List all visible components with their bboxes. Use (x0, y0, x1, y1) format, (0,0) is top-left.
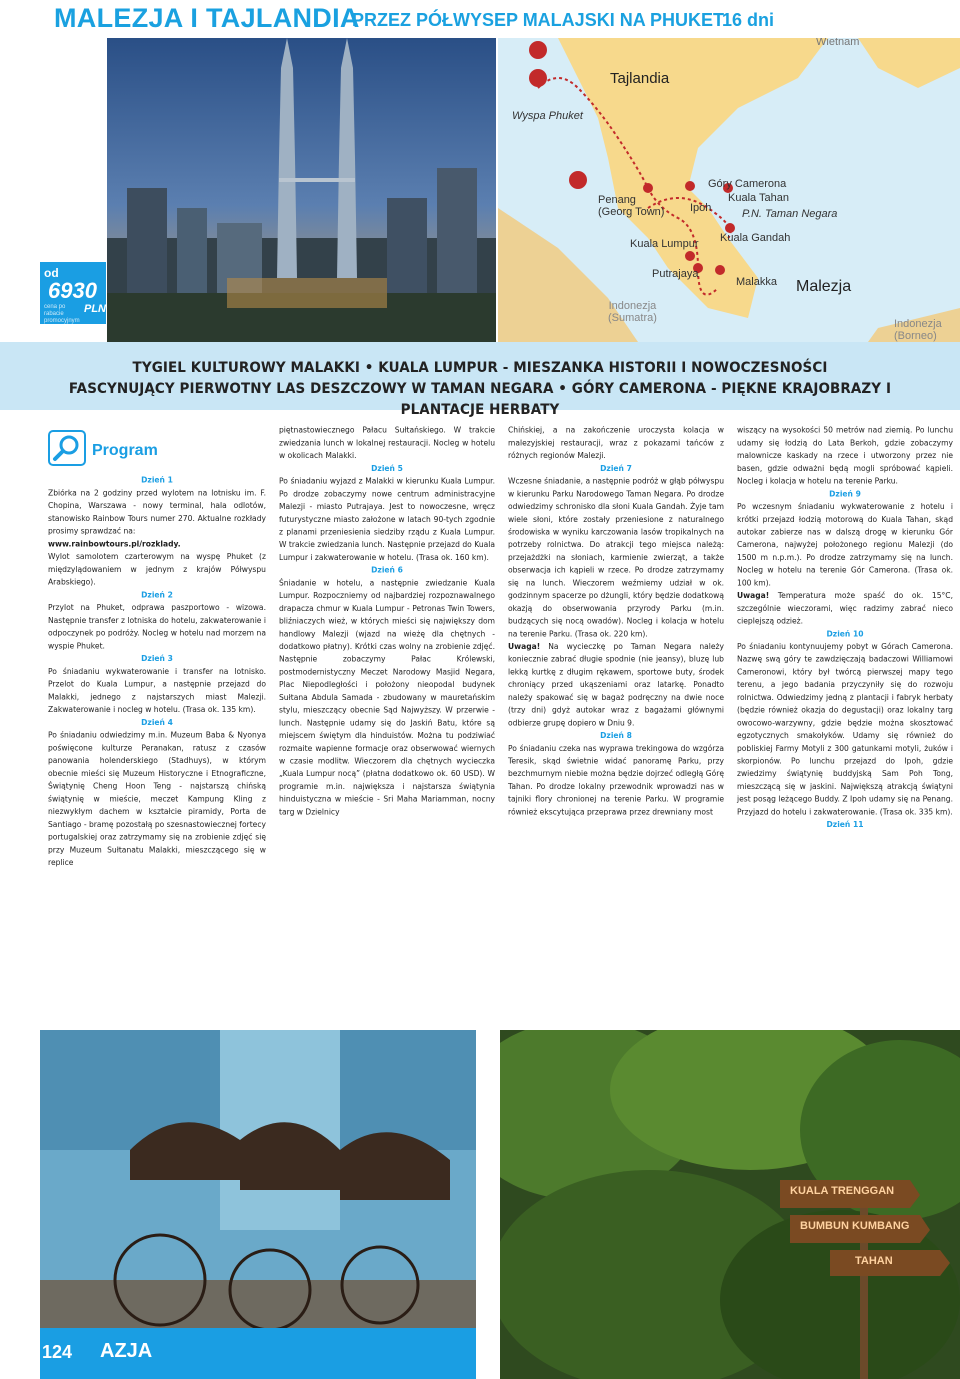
map-label-malakka: Malakka (736, 276, 777, 288)
page-number: 124 (42, 1342, 73, 1362)
program-paragraph (48, 550, 266, 588)
paragraph-text: Wczesne śniadanie, a następnie podróż w głąb półwyspu w kierunku Parku Narodowego Taman Negara. Po drodze odwiedzimy schronisko dla słoni Kuala Gandah. Żyje tam wiele słoni, które zostały przeniesione z naturalnego środowiska w wyniku karczowania lasów tropikalnych na potrzeby rolnictwa. Do atrakcji tego miejsca należą: przejażdżki na słoniach, karmienie zwierząt, a także obserwacja ich kąpieli w rzece. Po drodze zatrzymamy się na lunch. Wieczorem weźmiemy udział w ok. godzinnym spacerze po dżungli, który będzie dodatkową okazją do obserwowania przyrody Parku (m.in. budzących się nocą owadów). Nocleg i kolacja w hotelu na terenie Parku. (Trasa ok. 220 km). (508, 476, 724, 639)
price-amount: 6930 (48, 278, 97, 303)
paragraph-text: Zbiórka na 2 godziny przed wylotem na lotnisku im. F. Chopina, Warszawa - nowy terminal, hala odlotów, stanowisko Rainbow Tours numer 270. Aktualne rozkłady prosimy sprawdzać na: (48, 488, 266, 536)
program-paragraph (508, 742, 724, 818)
paragraph-text: wiszący na wysokości 50 metrów nad ziemią. Po lunchu udamy się łodzią do Lata Berkoh, gdzie zobaczymy malownicze kaskady na rzece i utworzony przez nie basen, gdzie odważni będą mogli spróbować kąpieli. Nocleg i kolacja w hotelu na terenie Parku. (737, 426, 953, 486)
price-prefix: od (44, 266, 59, 280)
highlights-line-2: FASCYNUJĄCY PIERWOTNY LAS DESZCZOWY W TAMAN NEGARA • GÓRY CAMERONA - PIĘKNE KRAJOBRAZY I PLANTACJE HERBATY (68, 381, 892, 418)
program-heading: Program (92, 442, 158, 459)
sign-tahan: TAHAN (855, 1255, 893, 1267)
paragraph-text: Śniadanie w hotelu, a następnie zwiedzanie Kuala Lumpur. Rozpoczniemy od najbardziej rozpoznawalnego drapacza chmur w Kuala Lumpur - Petronas Twin Towers, bliźniaczych wież, w których mieści się największy dom handlowy Malezji (wjazd na wieżę dla chętnych - dodatkowo płatny). Krótki czas wolny na zrobienie zdjęć. Następnie zobaczymy Pałac Królewski, postmodernistyczny Meczet Narodowy Masjid Negara, Plac Niepodległości i położony nieopodal budynek Sułtana Abdula Samada - zbudowany w mauretańskim stylu, mieszczący obecnie Sąd Najwyższy. W przerwie - lunch. Następnie udamy się do Jaskiń Batu, które są miejscem świętym dla hinduistów. Można tu podziwiać rozmaite wapienne formacje oraz obserwować wiernych w czasie modlitw. Wieczorem dla chętnych wycieczka „Kuala Lumpur nocą” (płatna dodatkowo ok. 60 USD). W programie m.in. największa i najstarsza świątynia hinduistyczna w mieście - Sri Maha Mariamman, nocny targ w Dzielnicy (279, 578, 495, 817)
day-heading: Dzień 7 (600, 464, 632, 473)
program-paragraph (737, 589, 953, 627)
map-label-sumatra: Indonezja (Sumatra) (608, 300, 657, 324)
paragraph-text: Wylot samolotem czarterowym na wyspę Phuket (z międzylądowaniem w jednym z krajów Półwyspu Arabskiego). (48, 552, 266, 587)
day-heading: Dzień 4 (141, 718, 173, 727)
map-label-kuala-gandah: Kuala Gandah (720, 232, 791, 244)
paragraph-text: piętnastowiecznego Pałacu Sułtańskiego. W trakcie zwiedzania lunch w lokalnej restauracji. Nocleg w hotelu w okolicach Malakki. (279, 426, 495, 461)
program-column-3 (508, 424, 724, 818)
day-heading: Dzień 5 (371, 464, 403, 473)
map-label-putrajaya: Putrajaya (652, 268, 699, 280)
program-paragraph (737, 424, 953, 488)
program-paragraph (508, 640, 724, 729)
paragraph-text: Po śniadaniu odwiedzimy m.in. Muzeum Baba & Nyonya poświęcone kulturze Peranakan, ratusz z czasów panowania holenderskiego (Stadhuys), w którym obecnie mieści się Muzeum Historyczne i Etnograficzne, Świątynię Cheng Hoon Teng - najstarszą chińską świątynię w mieście, meczet Kampung Kling z niezwykłym dachem w kształcie piramidy, Porta de Santiago - bramę pozostałą po szesnastowiecznej fortecy portugalskiej oraz zatrzymamy się na zrobienie zdjęć się przy Muzeum Sułtanatu Malakki, mieszczącego się w replice (48, 730, 267, 868)
petronas-towers-photo (107, 38, 496, 342)
map-label-borneo: Indonezja (Borneo) (894, 318, 942, 342)
paragraph-text: Przylot na Phuket, odprawa paszportowo - wizowa. Następnie transfer z lotniska do hotelu, zakwaterowanie i odpoczynek po podróży. Nocleg w hotelu nad morzem na wyspie Phuket. (48, 603, 266, 651)
map-label-ipoh: Ipoh (690, 202, 712, 214)
footer-margin (0, 1328, 40, 1379)
map-label-kuala-tahan: Kuala Tahan (728, 192, 789, 204)
page-title: MALEZJA I TAJLANDIA (54, 3, 360, 33)
map-label-wietnam: Wietnam (816, 38, 860, 48)
rickshaw-photo (40, 1030, 476, 1379)
map-label-penang: Penang (Georg Town) (598, 194, 665, 218)
program-paragraph (508, 475, 724, 640)
program-column-1 (48, 474, 266, 869)
map-label-malezja: Malezja (796, 278, 852, 295)
day-heading: Dzień 10 (826, 629, 864, 639)
program-paragraph (48, 729, 266, 869)
program-paragraph (48, 487, 266, 538)
day-heading: Dzień 3 (141, 654, 173, 664)
map-label-kuala-lumpur: Kuala Lumpur (630, 238, 699, 250)
map-label-phuket: Wyspa Phuket (512, 110, 583, 122)
rainbow-link[interactable]: www.rainbowtours.pl/rozklady. (48, 539, 181, 549)
paragraph-text: Po śniadaniu wykwaterowanie i transfer na lotnisko. Przelot do Kuala Lumpur, a następnie przejazd do Malakki, jednego z najstarszych miast Malezji. Zakwaterowanie i nocleg w hotelu. (Trasa ok. 135 km). (48, 667, 266, 715)
route-map (498, 38, 960, 342)
magnifier-icon (48, 430, 86, 466)
day-heading: Dzień 9 (829, 489, 861, 499)
day-heading: Dzień 11 (826, 820, 864, 830)
page-subtitle: PRZEZ PÓŁWYSEP MALAJSKI NA PHUKET (352, 10, 725, 30)
price-note: cena po rabacie promocyjnym (44, 304, 80, 324)
warning-label: Uwaga! (737, 591, 770, 601)
paragraph-text: Po śniadaniu wyjazd z Malakki w kierunku Kuala Lumpur. Po drodze zobaczymy nowe centrum administracyjne Malezji - miasto Putrajaya. Jest to nowoczesne, wręcz futurystyczne miasto założone w latach 90-tych zgodnie z planami przeniesienia siedziby rządu z Kuala Lumpur. W trakcie zwiedzania lunch. Następnie przejazd do Kuala Lumpur i zakwaterowanie w hotelu. (Trasa ok. 160 km). (279, 476, 495, 562)
program-paragraph (48, 601, 266, 652)
program-paragraph (279, 424, 495, 462)
paragraph-text: Temperatura może spaść do ok. 15°C, szczególnie wieczorami, więc radzimy zabrać nieco cieplejszą odzież. (737, 591, 953, 626)
map-label-camerona: Góry Camerona (708, 178, 787, 190)
program-paragraph (279, 577, 495, 819)
program-column-2 (279, 424, 495, 818)
program-paragraph (508, 424, 724, 462)
section-name: AZJA (100, 1340, 153, 1362)
sign-kuala-trenggan: KUALA TRENGGAN (790, 1185, 895, 1197)
paragraph-text: Po śniadaniu czeka nas wyprawa trekingowa do wzgórza Teresik, skąd świetnie widać panoramę Parku, przy bezchmurnym niebie można będzie dojrzeć odległą Górę Tahan. Po drodze lokalny przewodnik wprowadzi nas w tajniki flory chronionej na terenie Parku. W programie również ekscytująca przeprawa przez drewniany most (508, 744, 724, 817)
highlights-line-1: TYGIEL KULTUROWY MALAKKI • KUALA LUMPUR - MIESZANKA HISTORII I NOWOCZESNOŚCI (132, 360, 828, 376)
paragraph-text: Po wczesnym śniadaniu wykwaterowanie z hotelu i krótki przejazd łodzią motorową do Kuala Tahan, skąd autokar zabierze nas w dalszą drogę w kierunku Gór Camerona, najwyżej położonego regionu Malezji (do 1500 m n.p.m.). Po drodze zatrzymamy się na lunch. Nocleg w hotelu na terenie Gór Camerona. (Trasa ok. 100 km). (737, 502, 953, 588)
paragraph-text: Na wycieczkę po Taman Negara należy koniecznie zabrać długie spodnie (nie jeansy), bluzę lub lekką kurtkę z długim rękawem, sportowe buty, środek chroniący przed ukąszeniami oraz latarkę. Ponadto należy spakować się w bagaż podręczny na dwie noce (trzy dni) gdyż autokar wraz z bagażami głównymi odbierze grupę dopiero w Dniu 9. (508, 642, 724, 728)
price-currency: PLN (84, 303, 106, 315)
day-heading: Dzień 6 (371, 565, 403, 575)
program-column-4 (737, 424, 953, 831)
jungle-signpost-photo (500, 1030, 960, 1379)
warning-label: Uwaga! (508, 642, 541, 652)
day-heading: Dzień 8 (600, 731, 632, 741)
sign-bumbun-kumbang: BUMBUN KUMBANG (800, 1220, 910, 1232)
program-paragraph (279, 475, 495, 564)
paragraph-text: Po śniadaniu kontynuujemy pobyt w Górach Camerona. Nazwę swą góry te zawdzięczają badaczowi Williamowi Cameronowi, który był twórcą pierwszej mapy tego terenu, a jego badania przyczyniły się do rozwoju rolnictwa. Odwiedzimy jedną z plantacji i fabryk herbaty (będzie również okazja do degustacji) oraz lokalny targ owocowo-warzywny, gdzie będzie można skosztować egzotycznych smakołyków. Udamy się również do pobliskiej Farmy Motyli z 300 gatunkami motyli, żuków i skorpionów. Po lunchu przejazd do Ipoh, gdzie zwiedzimy świątynię buddyjską Sam Poh Tong, mieszczącą się w jaskini. Największą atrakcją świątyni jest posąg leżącego Buddy. Z Ipoh udamy się na Penang. Przyjazd do hotelu i zakwaterowanie. (Trasa ok. 335 km). (737, 642, 953, 817)
program-paragraph (737, 500, 953, 589)
trip-duration: 16 dni (722, 10, 775, 30)
program-paragraph (737, 640, 953, 818)
day-heading: Dzień 2 (141, 590, 173, 600)
paragraph-text: Chińskiej, a na zakończenie uroczysta kolacja w malezyjskiej restauracji, wraz z pokazami tańców z różnych regionów Malezji. (508, 426, 724, 461)
map-label-taman-negara: P.N. Taman Negara (742, 208, 838, 220)
day-heading: Dzień 1 (141, 476, 173, 485)
program-paragraph (48, 665, 266, 716)
highlights-banner (0, 342, 960, 418)
map-label-tajlandia: Tajlandia (610, 70, 670, 87)
